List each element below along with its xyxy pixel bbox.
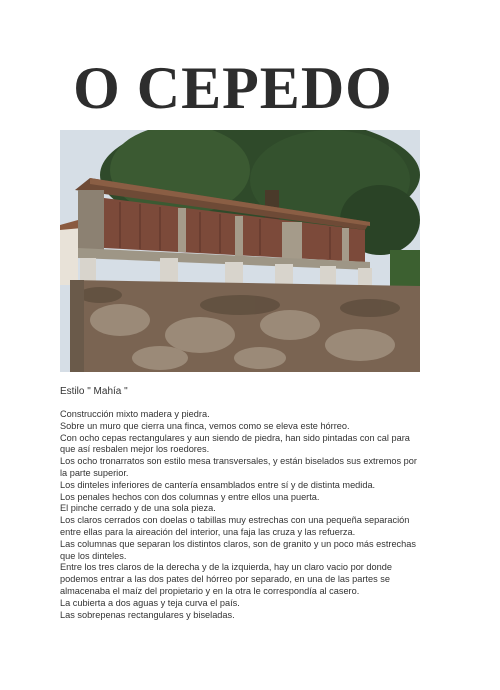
subtitle: Estilo " Mahía " <box>60 386 128 397</box>
paragraph: Sobre un muro que cierra una finca, vemos como se eleva este hórreo. <box>60 420 350 431</box>
page-title: O CEPEDO <box>73 55 393 121</box>
horreo-photo <box>60 130 420 372</box>
paragraph: Las columnas que separan los distintos claros, son de granito y un poco más estrechas que los dinteles. <box>60 538 416 561</box>
paragraph: Entre los tres claros de la derecha y de la izquierda, hay un claro vacio por donde podemos entrar a las dos pates del hórreo por separado, en una de las partes se almacenaba el maíz del propietario y en la otra le correspondía al casero. <box>60 562 392 596</box>
paragraph: Las sobrepenas rectangulares y biseladas. <box>60 609 235 620</box>
paragraph: Construcción mixto madera y piedra. <box>60 409 210 419</box>
paragraph: La cubierta a dos aguas y teja curva el país. <box>60 597 240 608</box>
paragraph: Con ocho cepas rectangulares y aun siendo de piedra, han sido pintadas con cal para que así resbalen mejor los roedores. <box>60 432 410 455</box>
description <box>60 409 423 621</box>
paragraph: Los ocho tronarratos son estilo mesa transversales, y están biselados sus extremos por la parte superior. <box>60 456 417 478</box>
paragraph: Los dinteles inferiores de cantería ensamblados entre sí y de distinta medida. <box>60 479 376 490</box>
paragraph: Los penales hechos con dos columnas y entre ellos una puerta. <box>60 491 320 502</box>
paragraph: El pinche cerrado y de una sola pieza. <box>60 503 216 514</box>
paragraph: Los claros cerrados con doelas o tabillas muy estrechas con una pequeña separación entre ellas para la aireación del interior, una faja las cruza y las refuerza. <box>60 515 410 537</box>
